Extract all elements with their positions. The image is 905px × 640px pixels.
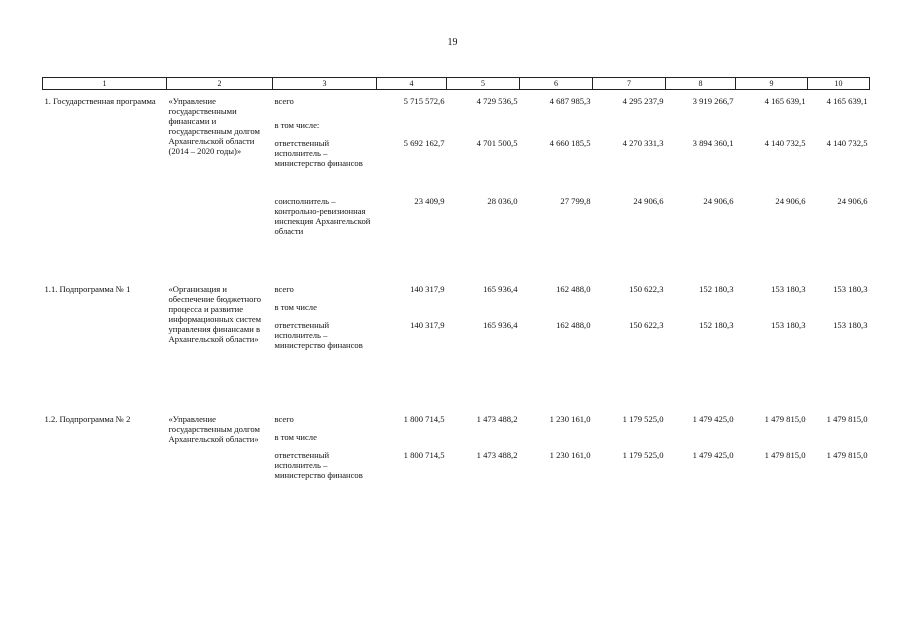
program-title: «Управление государственными финансами и государственным долгом Архангельской области (2014 – 2020 годы)» (168, 96, 260, 156)
value-cell: 153 180,3 (833, 283, 868, 294)
column-header: 9 (736, 78, 808, 90)
value-cell: 140 317,9 (410, 283, 445, 294)
value-cell: 4 270 331,3 (622, 137, 664, 148)
value-cell: 4 701 500,5 (476, 137, 518, 148)
value-cell (447, 432, 520, 450)
value-cell: 153 180,3 (771, 319, 806, 330)
value-cell: 1 479 815,0 (764, 413, 806, 424)
value-cell (377, 302, 447, 320)
value-cell: 3 894 360,1 (692, 137, 734, 148)
value-cell: 152 180,3 (699, 319, 734, 330)
value-cell (520, 302, 593, 320)
value-cell: 24 906,6 (837, 195, 868, 206)
program-title: «Организация и обеспечение бюджетного процесса и развитие информационных систем управления финансами в Архангельской области» (168, 283, 262, 344)
value-cell: 152 180,3 (699, 283, 734, 294)
value-cell (593, 120, 666, 134)
value-cell (666, 302, 736, 320)
value-cell: 150 622,3 (629, 283, 664, 294)
value-cell: 165 936,4 (483, 283, 518, 294)
value-cell: 1 230 161,0 (549, 413, 591, 424)
value-cell: 5 715 572,6 (403, 96, 445, 106)
value-cell (520, 120, 593, 134)
value-cell: 24 906,6 (775, 195, 806, 206)
table-row (43, 284, 870, 302)
value-cell (593, 432, 666, 450)
value-cell: 4 660 185,5 (549, 137, 591, 148)
funding-source: в том числе (274, 431, 317, 442)
value-cell (808, 120, 870, 134)
funding-source: всего (274, 96, 294, 106)
table-row (43, 90, 870, 120)
value-cell (736, 432, 808, 450)
value-cell (736, 302, 808, 320)
value-cell: 24 906,6 (633, 195, 664, 206)
value-cell (808, 432, 870, 450)
value-cell (447, 302, 520, 320)
value-cell (593, 302, 666, 320)
page-number: 19 (447, 37, 458, 48)
value-cell: 28 036,0 (487, 195, 518, 206)
value-cell: 1 230 161,0 (549, 449, 591, 460)
program-name: 1.1. Подпрограмма № 1 (44, 283, 131, 294)
column-header: 8 (666, 78, 736, 90)
value-cell: 27 799,8 (560, 195, 591, 206)
value-cell: 1 479 425,0 (692, 449, 734, 460)
value-cell (666, 432, 736, 450)
column-header: 5 (447, 78, 520, 90)
value-cell: 165 936,4 (483, 319, 518, 330)
value-cell: 4 165 639,1 (826, 96, 868, 106)
funding-source: в том числе: (274, 119, 320, 130)
value-cell: 5 692 162,7 (403, 137, 445, 148)
value-cell: 24 906,6 (703, 195, 734, 206)
value-cell: 1 479 815,0 (826, 449, 868, 460)
value-cell: 4 687 985,3 (549, 96, 591, 106)
value-cell: 4 140 732,5 (826, 137, 868, 148)
value-cell (520, 432, 593, 450)
column-header: 4 (377, 78, 447, 90)
value-cell: 162 488,0 (556, 283, 591, 294)
value-cell: 4 165 639,1 (764, 96, 806, 106)
value-cell: 4 729 536,5 (476, 96, 518, 106)
value-cell: 1 473 488,2 (476, 449, 518, 460)
value-cell (447, 120, 520, 134)
value-cell: 1 473 488,2 (476, 413, 518, 424)
funding-source: в том числе (274, 301, 317, 312)
value-cell: 162 488,0 (556, 319, 591, 330)
program-title: «Управление государственным долгом Архангельской области» (168, 413, 260, 444)
funding-source: всего (274, 413, 294, 424)
value-cell (736, 120, 808, 134)
value-cell: 1 179 525,0 (622, 413, 664, 424)
program-name: 1. Государственная программа (44, 96, 156, 106)
funding-source: соисполнитель – контрольно-ревизионная инспекция Архангельской области (274, 195, 371, 236)
column-header: 2 (167, 78, 273, 90)
funding-source: ответственный исполнитель – министерство финансов (274, 319, 363, 350)
funding-source: ответственный исполнитель – министерство финансов (274, 449, 363, 480)
column-number-row (43, 78, 870, 90)
value-cell (808, 302, 870, 320)
value-cell: 3 919 266,7 (692, 96, 734, 106)
value-cell (666, 120, 736, 134)
column-header: 3 (273, 78, 377, 90)
value-cell: 4 295 237,9 (622, 96, 664, 106)
funding-source: всего (274, 283, 294, 294)
value-cell: 1 479 425,0 (692, 413, 734, 424)
column-header: 6 (520, 78, 593, 90)
value-cell: 153 180,3 (771, 283, 806, 294)
budget-table (42, 77, 870, 502)
table-row (43, 414, 870, 432)
value-cell: 140 317,9 (410, 319, 445, 330)
column-header: 7 (593, 78, 666, 90)
value-cell: 1 800 714,5 (403, 413, 445, 424)
value-cell (377, 432, 447, 450)
value-cell: 23 409,9 (414, 195, 445, 206)
value-cell: 150 622,3 (629, 319, 664, 330)
value-cell: 153 180,3 (833, 319, 868, 330)
value-cell: 1 800 714,5 (403, 449, 445, 460)
value-cell: 1 479 815,0 (764, 449, 806, 460)
column-header: 1 (43, 78, 167, 90)
value-cell (377, 120, 447, 134)
value-cell: 4 140 732,5 (764, 137, 806, 148)
value-cell: 1 479 815,0 (826, 413, 868, 424)
value-cell: 1 179 525,0 (622, 449, 664, 460)
program-name: 1.2. Подпрограмма № 2 (44, 413, 131, 424)
column-header: 10 (808, 78, 870, 90)
funding-source: ответственный исполнитель – министерство финансов (274, 137, 363, 168)
